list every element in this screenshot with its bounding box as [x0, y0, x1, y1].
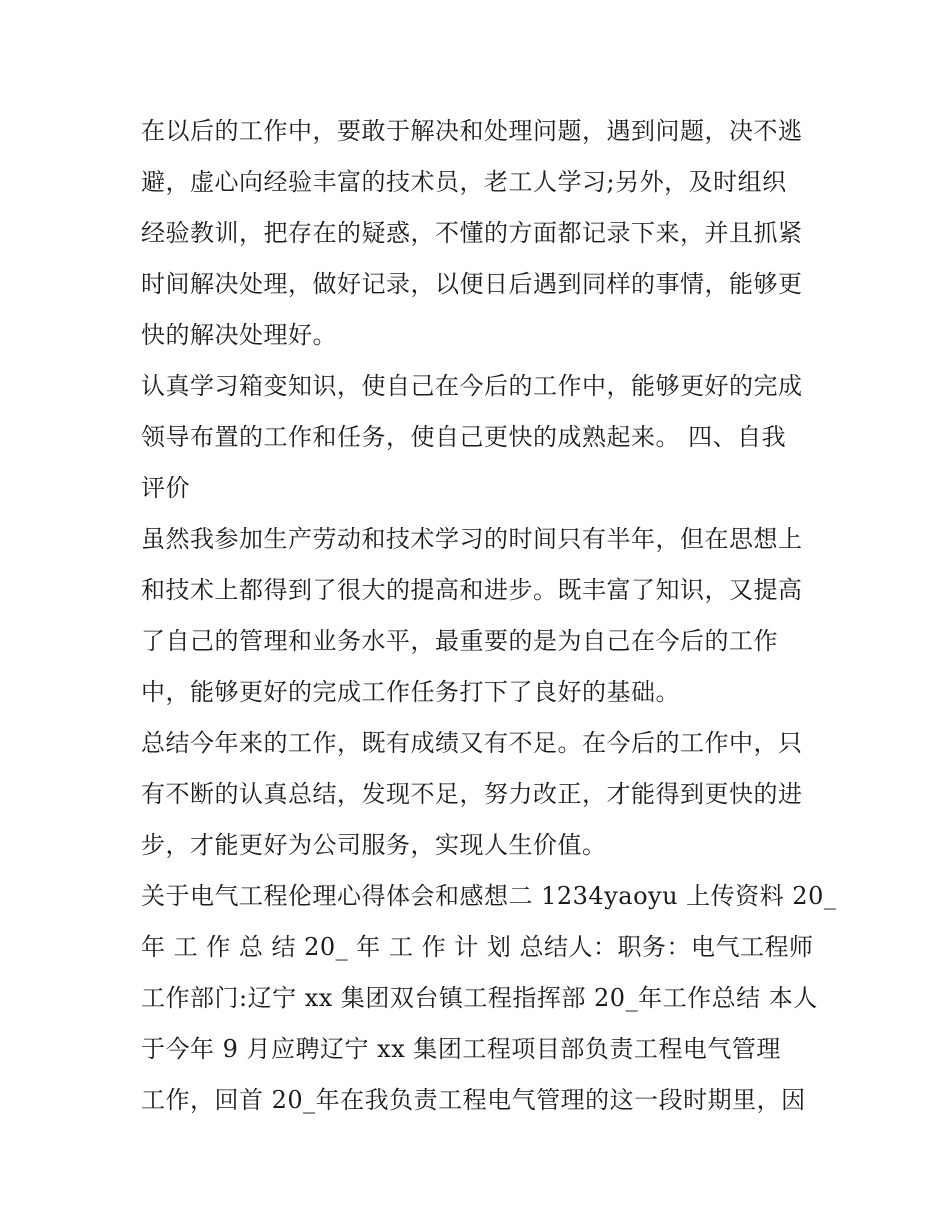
text-line: 工作部门:辽宁 xx 集团双台镇工程指挥部 20_年工作总结 本人: [141, 984, 818, 1012]
text-line: 虽然我参加生产劳动和技术学习的时间只有半年，但在思想上: [141, 525, 803, 553]
text-line: 中，能够更好的完成工作任务打下了良好的基础。: [141, 678, 680, 706]
text-line: 在以后的工作中，要敢于解决和处理问题，遇到问题，决不逃: [141, 117, 803, 145]
text-line: 领导布置的工作和任务，使自己更快的成熟起来。 四、自我: [141, 423, 787, 451]
text-line: 经验教训，把存在的疑惑，不懂的方面都记录下来，并且抓紧: [141, 219, 803, 247]
text-line: 有不断的认真总结，发现不足，努力改正，才能得到更快的进: [141, 780, 803, 808]
text-line: 时间解决处理，做好记录，以便日后遇到同样的事情，能够更: [141, 270, 803, 298]
text-line: 和技术上都得到了很大的提高和进步。既丰富了知识，又提高: [141, 576, 803, 604]
document-body: [141, 106, 837, 1126]
text-line: 了自己的管理和业务水平，最重要的是为自己在今后的工作: [141, 627, 778, 655]
text-line: 避，虚心向经验丰富的技术员，老工人学习;另外，及时组织: [141, 168, 787, 196]
text-line: 认真学习箱变知识，使自己在今后的工作中，能够更好的完成: [141, 372, 803, 400]
text-line: 关于电气工程伦理心得体会和感想二 1234yaoyu 上传资料 20_: [141, 882, 837, 910]
text-line: 工作，回首 20_年在我负责工程电气管理的这一段时期里，因: [141, 1086, 806, 1114]
text-line: 总结今年来的工作，既有成绩又有不足。在今后的工作中，只: [141, 729, 803, 757]
text-line: 于今年 9 月应聘辽宁 xx 集团工程项目部负责工程电气管理: [141, 1035, 781, 1063]
text-line: 步，才能更好为公司服务，实现人生价值。: [141, 831, 607, 859]
text-line: 评价: [141, 474, 190, 502]
text-line: 快的解决处理好。: [141, 321, 337, 349]
text-line: 年 工 作 总 结 20_ 年 工 作 计 划 总结人：职务：电气工程师: [141, 933, 814, 961]
